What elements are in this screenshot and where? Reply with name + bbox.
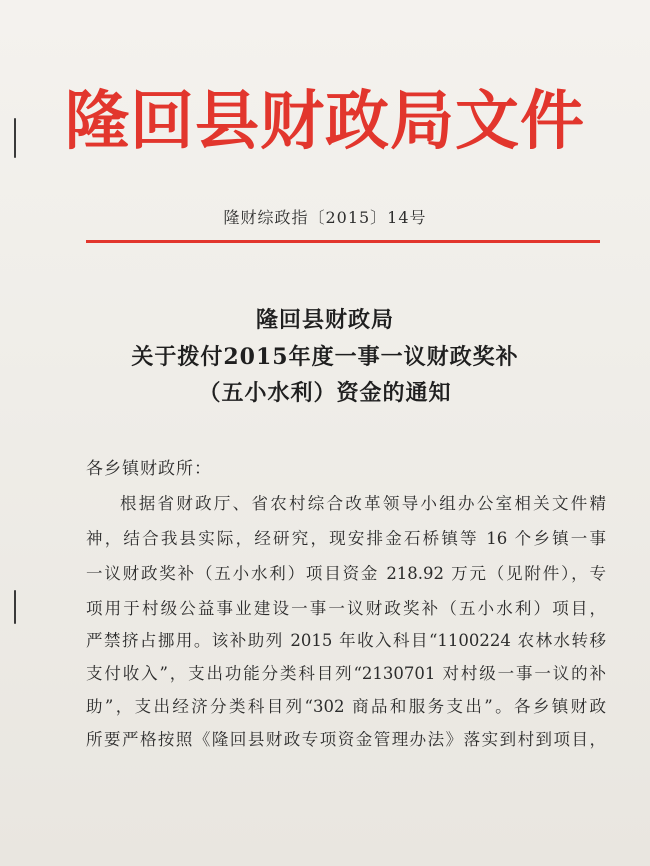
- notice-title-line-2: 关于拨付2015年度一事一议财政奖补: [131, 344, 519, 370]
- body-line-6: 支付收入”，支出功能分类科目列“2130701 对村级一事一议的补: [86, 664, 606, 683]
- notice-title-line-1: 隆回县财政局: [255, 307, 394, 333]
- salutation: 各乡镇财政所：: [86, 459, 212, 479]
- red-separator-rule: [86, 240, 600, 243]
- body-line-4: 项用于村级公益事业建设一事一议财政奖补（五小水利）项目，: [86, 599, 606, 618]
- body-line-2: 神，结合我县实际，经研究，现安排金石桥镇等 16 个乡镇一事: [86, 529, 606, 548]
- body-line-5: 严禁挤占挪用。该补助列 2015 年收入科目“1100224 农林水转移: [86, 631, 606, 650]
- body-line-1: 根据省财政厅、省农村综合改革领导小组办公室相关文件精: [120, 494, 606, 513]
- body-line-8: 所要严格按照《隆回县财政专项资金管理办法》落实到村到项目，: [86, 730, 606, 749]
- body-line-7: 助”，支出经济分类科目列“302 商品和服务支出”。各乡镇财政: [86, 697, 606, 716]
- issuer-header-title: 隆回县财政局文件: [65, 84, 585, 159]
- binding-mark-bottom: [14, 590, 16, 624]
- notice-title-line-3: （五小水利）资金的通知: [198, 380, 452, 406]
- body-line-3: 一议财政奖补（五小水利）项目资金 218.92 万元（见附件），专: [86, 564, 606, 583]
- document-number: 隆财综政指〔2015〕14号: [223, 208, 427, 227]
